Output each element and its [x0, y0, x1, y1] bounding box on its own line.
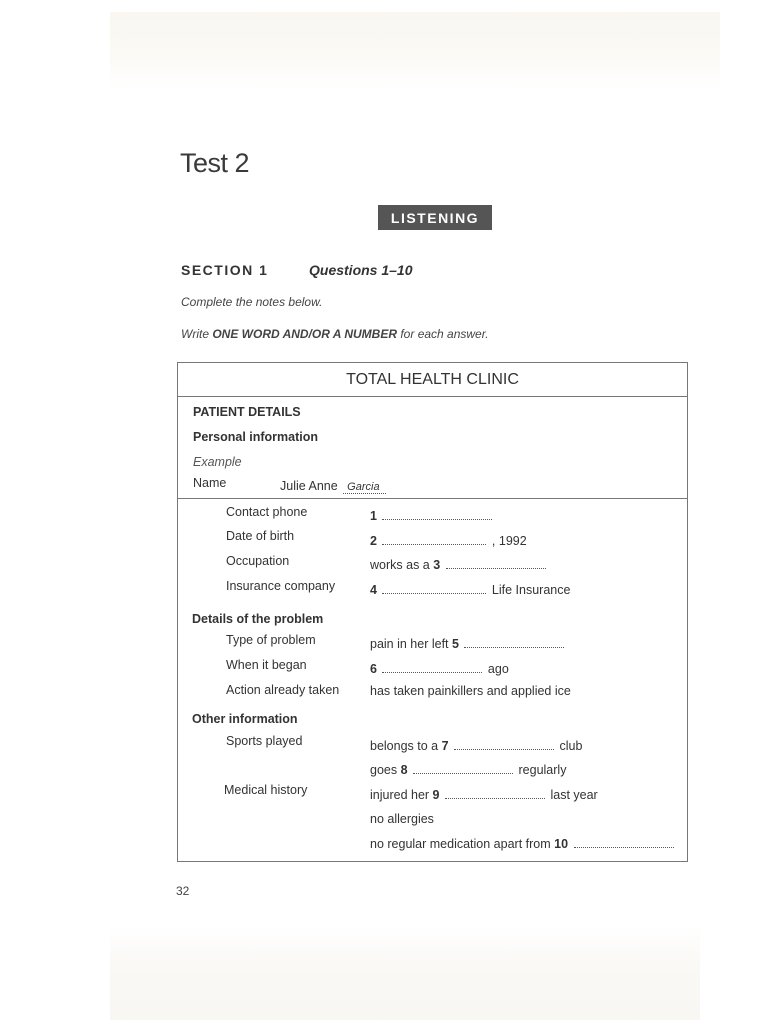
date-of-birth-year: , 1992 [491, 534, 527, 548]
problem-heading: Details of the problem [192, 612, 324, 626]
sports-prefix: belongs to a [370, 739, 442, 753]
frequency-prefix: goes [370, 763, 401, 777]
name-field [280, 479, 386, 494]
medical-history-label: Medical history [224, 783, 308, 797]
instruction-complete-notes: Complete the notes below. [181, 295, 323, 309]
when-began-suffix: ago [487, 662, 509, 676]
question-number-3: 3 [433, 558, 441, 572]
answer-blank-1[interactable] [382, 509, 492, 520]
insurance-suffix: Life Insurance [491, 583, 571, 597]
instruction-answer-format [181, 327, 489, 341]
date-of-birth-label: Date of birth [226, 529, 295, 543]
instruction-emphasis: ONE WORD AND/OR A NUMBER [212, 327, 398, 341]
question-number-6: 6 [370, 662, 377, 676]
question-number-2: 2 [370, 534, 377, 548]
name-example-answer: Garcia [343, 481, 385, 494]
answer-blank-9[interactable] [445, 788, 545, 799]
form-title: TOTAL HEALTH CLINIC [178, 363, 687, 397]
question-number-7: 7 [441, 739, 449, 753]
answer-row-4 [370, 583, 570, 597]
questions-label: Questions 1–10 [309, 262, 413, 278]
answer-row-8 [370, 763, 566, 777]
contact-phone-label: Contact phone [226, 505, 308, 519]
answer-row-6 [370, 662, 509, 676]
name-label: Name [193, 476, 227, 490]
page-number: 32 [176, 884, 190, 898]
answer-row-9 [370, 788, 598, 802]
answer-blank-3[interactable] [446, 558, 546, 569]
problem-prefix: pain in her left [370, 637, 452, 651]
answer-blank-10[interactable] [574, 837, 674, 848]
example-label: Example [193, 455, 242, 469]
question-number-5: 5 [452, 637, 459, 651]
answer-blank-7[interactable] [454, 739, 554, 750]
notes-form [177, 362, 688, 862]
answer-blank-6[interactable] [382, 662, 482, 673]
occupation-label: Occupation [226, 554, 290, 568]
instruction-suffix: for each answer. [397, 327, 489, 341]
scan-artifact-top [110, 12, 720, 90]
injury-prefix: injured her [370, 788, 433, 802]
scan-artifact-bottom [110, 925, 700, 1020]
occupation-prefix: works as a [370, 558, 434, 572]
answer-row-5 [370, 637, 566, 651]
other-info-heading: Other information [192, 712, 298, 726]
question-number-9: 9 [432, 788, 440, 802]
form-divider [178, 498, 687, 499]
answer-row-1 [370, 509, 494, 523]
answer-row-10 [370, 837, 676, 851]
instruction-prefix: Write [181, 327, 213, 341]
injury-suffix: last year [550, 788, 598, 802]
type-of-problem-label: Type of problem [226, 633, 316, 647]
frequency-suffix: regularly [518, 763, 567, 777]
answer-row-7 [370, 739, 582, 753]
answer-blank-5[interactable] [464, 637, 564, 648]
question-number-1: 1 [370, 509, 377, 523]
answer-blank-4[interactable] [382, 583, 486, 594]
answer-blank-2[interactable] [382, 534, 486, 545]
when-it-began-label: When it began [226, 658, 307, 672]
action-taken-value: has taken painkillers and applied ice [370, 684, 571, 698]
medication-prefix: no regular medication apart from [370, 837, 555, 851]
insurance-company-label: Insurance company [226, 579, 336, 593]
patient-details-heading: PATIENT DETAILS [193, 405, 301, 419]
answer-blank-8[interactable] [413, 763, 513, 774]
name-value: Julie Anne [280, 479, 338, 493]
answer-row-3 [370, 558, 548, 572]
sports-suffix: club [559, 739, 583, 753]
question-number-10: 10 [554, 837, 569, 851]
section-label: SECTION 1 [181, 262, 269, 278]
allergies-text: no allergies [370, 812, 434, 826]
personal-info-heading: Personal information [193, 430, 319, 444]
sports-played-label: Sports played [226, 734, 303, 748]
question-number-4: 4 [370, 583, 377, 597]
action-taken-label: Action already taken [226, 683, 340, 697]
answer-row-2 [370, 534, 527, 548]
listening-badge: LISTENING [378, 205, 492, 230]
question-number-8: 8 [400, 763, 408, 777]
test-title: Test 2 [180, 148, 250, 178]
